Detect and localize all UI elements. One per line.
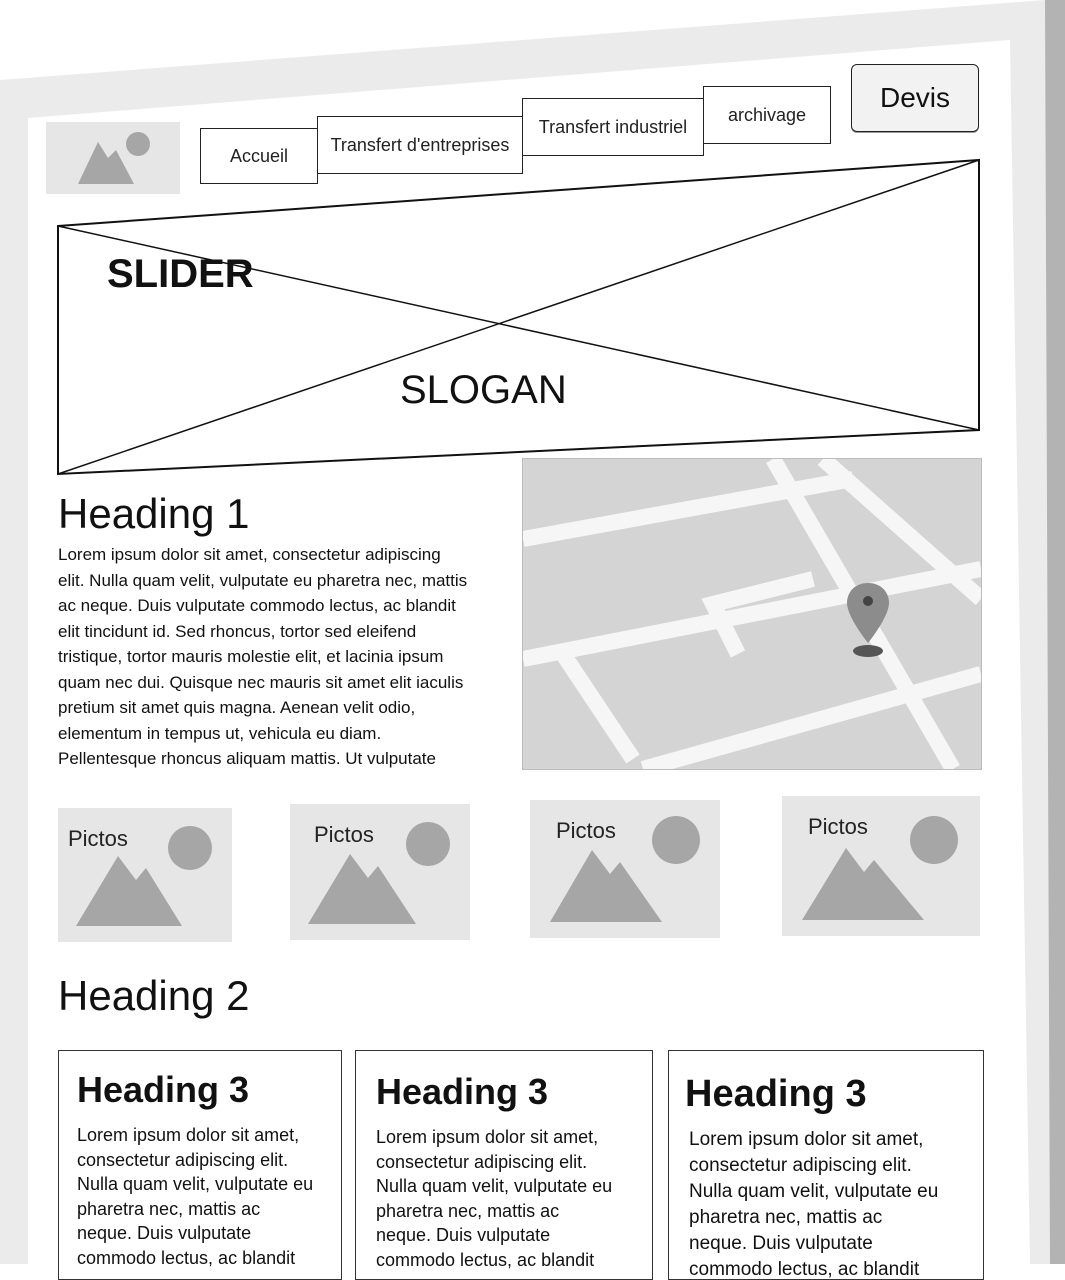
heading-2: Heading 2 (58, 972, 250, 1019)
card-text: Lorem ipsum dolor sit amet, consectetur adipiscing elit. Nulla quam velit, vulputate eu pharetra nec, mattis ac neque. Duis vulputate commodo lectus, ac blandit (689, 1129, 939, 1280)
heading-1: Heading 1 (58, 490, 250, 537)
picto-card[interactable] (58, 808, 232, 942)
picto-label: Pictos (314, 822, 374, 847)
card-text: Lorem ipsum dolor sit amet, consectetur adipiscing elit. Nulla quam velit, vulputate eu pharetra nec, mattis ac neque. Duis vulputate commodo lectus, ac blandit (77, 1125, 314, 1268)
picto-card[interactable] (290, 804, 470, 940)
image-icon (58, 808, 232, 942)
nav-item-transfert-entreprises[interactable]: Transfert d'entreprises (317, 116, 523, 174)
slider-label: SLIDER (107, 252, 254, 296)
card-title: Heading 3 (77, 1069, 250, 1110)
devis-button[interactable]: Devis (851, 64, 979, 132)
feature-card[interactable] (58, 1050, 342, 1280)
map-pin-icon (843, 579, 893, 659)
image-icon (290, 804, 470, 940)
feature-card[interactable] (355, 1050, 653, 1280)
map-placeholder[interactable] (522, 458, 982, 770)
feature-card[interactable] (668, 1050, 984, 1280)
image-icon (530, 800, 720, 938)
picto-card[interactable] (782, 796, 980, 936)
card-title: Heading 3 (376, 1071, 549, 1112)
map-graphic (523, 459, 981, 769)
nav-item-archivage[interactable]: archivage (703, 86, 831, 144)
card-title: Heading 3 (685, 1073, 867, 1115)
nav-item-transfert-industriel[interactable]: Transfert industriel (522, 98, 704, 156)
intro-paragraph: Lorem ipsum dolor sit amet, consectetur adipiscing elit. Nulla quam velit, vulputate eu pharetra nec, mattis ac neque. Duis vulputate commodo lectus, ac blandit elit tincidunt id. Sed rhoncus, tortor sed eleifend tristique, tortor mauris molestie elit, et lacinia ipsum quam nec dui. Quisque nec mauris sit amet elit iaculis pretium sit amet quis magna. Aenean velit odio, elementum in tempus ut, vehicula eu diam. Pellentesque rhoncus aliquam mattis. Ut vulputate (58, 545, 468, 768)
nav-item-accueil[interactable]: Accueil (200, 128, 318, 184)
card-text: Lorem ipsum dolor sit amet, consectetur adipiscing elit. Nulla quam velit, vulputate eu pharetra nec, mattis ac neque. Duis vulputate commodo lectus, ac blandit (376, 1127, 613, 1270)
picto-label: Pictos (68, 826, 128, 851)
image-icon (782, 796, 980, 936)
picto-card[interactable] (530, 800, 720, 938)
picto-label: Pictos (808, 814, 868, 839)
picto-label: Pictos (556, 818, 616, 843)
slider-slogan: SLOGAN (400, 368, 567, 412)
